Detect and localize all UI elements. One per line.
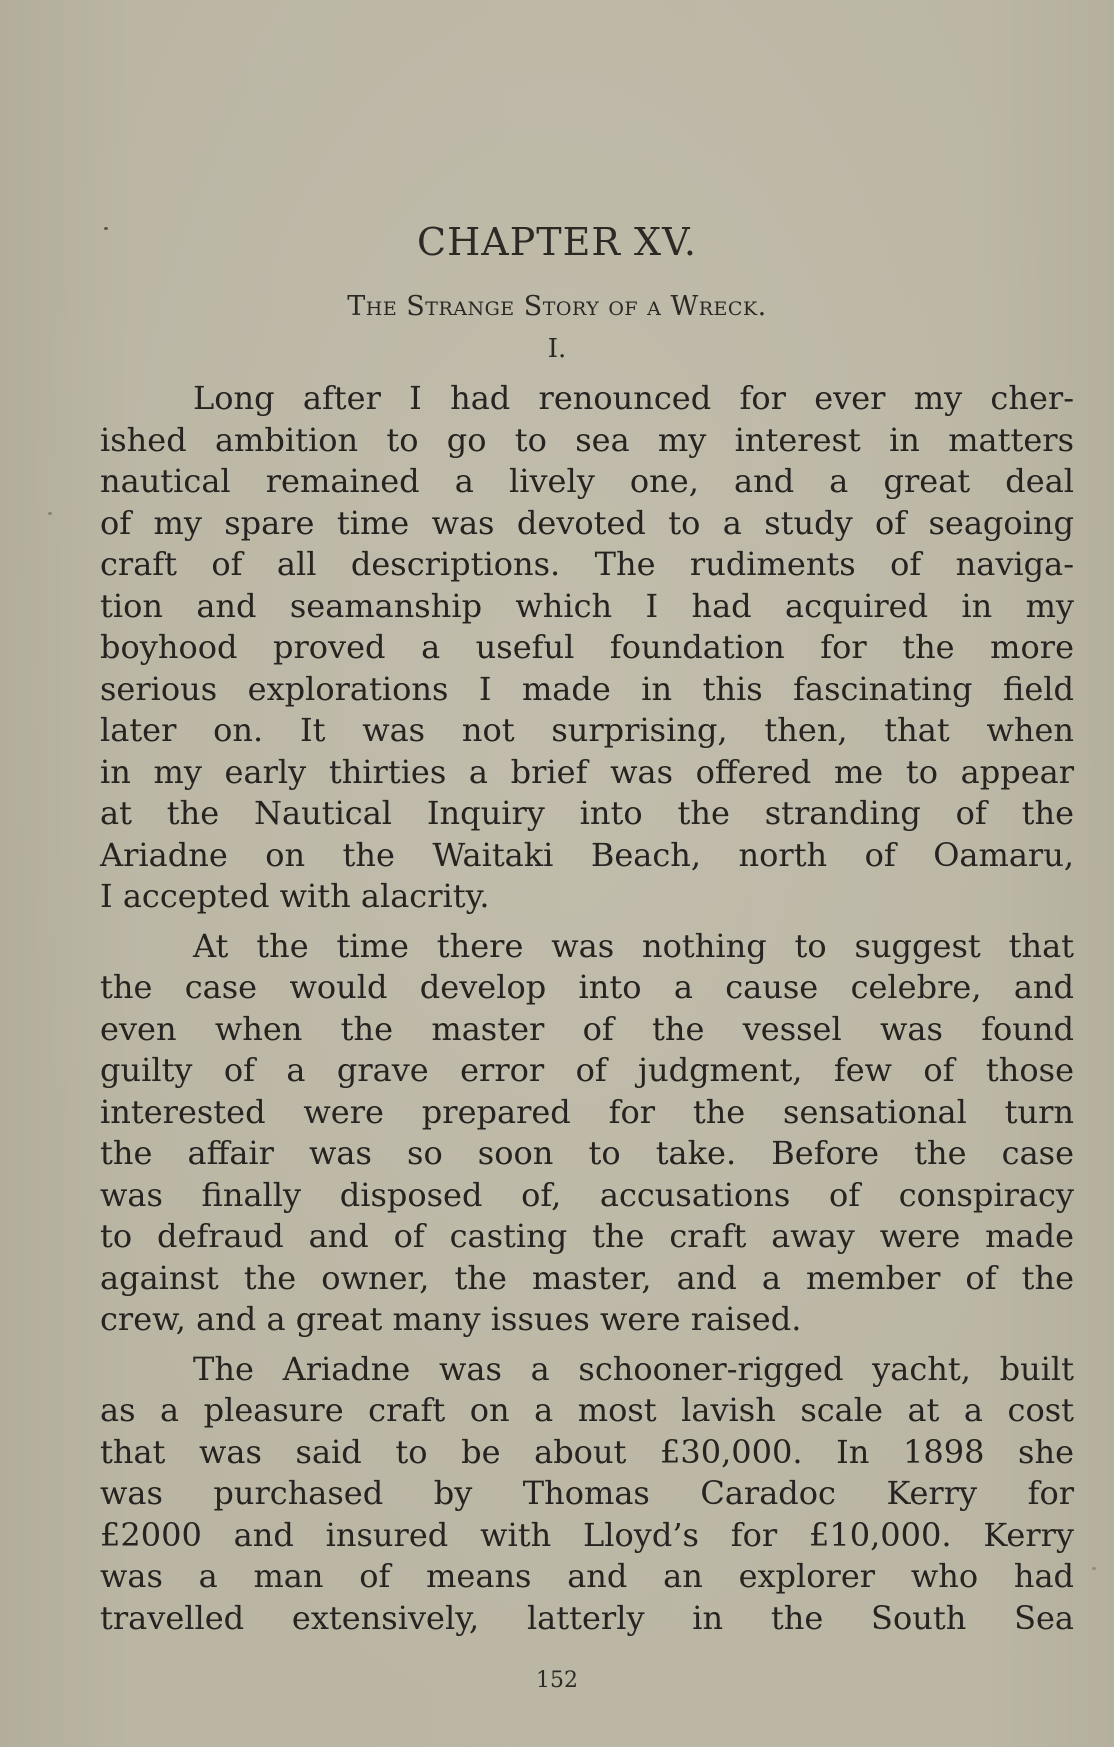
chapter-title: CHAPTER XV. [417, 220, 697, 264]
text-line: ished ambition to go to sea my interest in matters [100, 420, 1074, 459]
text-line: was purchased by Thomas Caradoc Kerry for [100, 1474, 1074, 1512]
text-line: the case would develop into a cause celebre, and [100, 968, 1074, 1006]
paper-speck [1092, 1567, 1096, 1570]
text-line: I accepted with alacrity. [100, 877, 490, 915]
text-line: Ariadne on the Waitaki Beach, north of Oamaru, [100, 835, 1074, 874]
text-line: interested were prepared for the sensational turn [100, 1092, 1074, 1131]
paper-speck [104, 227, 108, 230]
text-line: nautical remained a lively one, and a great deal [100, 462, 1074, 500]
text-line: The Ariadne was a schooner-rigged yacht, built [193, 1349, 1074, 1388]
body-text [100, 378, 1074, 1639]
text-line: as a pleasure craft on a most lavish scale at a cost [100, 1391, 1074, 1429]
text-line: at the Nautical Inquiry into the stranding of the [100, 794, 1074, 832]
text-line: the affair was so soon to take. Before the case [100, 1134, 1074, 1172]
text-line: craft of all descriptions. The rudiments of naviga- [100, 545, 1074, 583]
text-line: against the owner, the master, and a member of the [100, 1258, 1074, 1297]
text-line: was finally disposed of, accusations of conspiracy [100, 1175, 1074, 1214]
section-number: I. [547, 334, 567, 364]
text-line: to defraud and of casting the craft away were made [100, 1217, 1074, 1255]
page-number: 152 [536, 1668, 578, 1693]
text-line: in my early thirties a brief was offered me to appear [100, 752, 1074, 791]
paper-speck [48, 512, 52, 515]
text-line: travelled extensively, latterly in the South Sea [100, 1598, 1074, 1637]
text-line: £2000 and insured with Lloyd’s for £10,000. Kerry [100, 1515, 1074, 1554]
text-line: guilty of a grave error of judgment, few of those [100, 1051, 1074, 1089]
text-line: serious explorations I made in this fascinating field [100, 669, 1074, 708]
paragraph-gap [100, 918, 1074, 926]
text-line: Long after I had renounced for ever my cher- [193, 379, 1074, 417]
section-title: The Strange Story of a Wreck. [347, 291, 767, 322]
text-line: that was said to be about £30,000. In 1898 she [100, 1432, 1074, 1471]
text-line: was a man of means and an explorer who had [100, 1557, 1074, 1595]
text-line: boyhood proved a useful foundation for the more [100, 628, 1074, 666]
text-line: even when the master of the vessel was found [100, 1009, 1074, 1048]
paragraph-gap [100, 1341, 1074, 1349]
text-line: crew, and a great many issues were raised. [100, 1300, 802, 1338]
text-line: At the time there was nothing to suggest that [193, 926, 1074, 965]
text-line: tion and seamanship which I had acquired in my [100, 586, 1074, 625]
text-line: later on. It was not surprising, then, that when [100, 711, 1074, 749]
text-line: of my spare time was devoted to a study of seagoing [100, 503, 1074, 542]
